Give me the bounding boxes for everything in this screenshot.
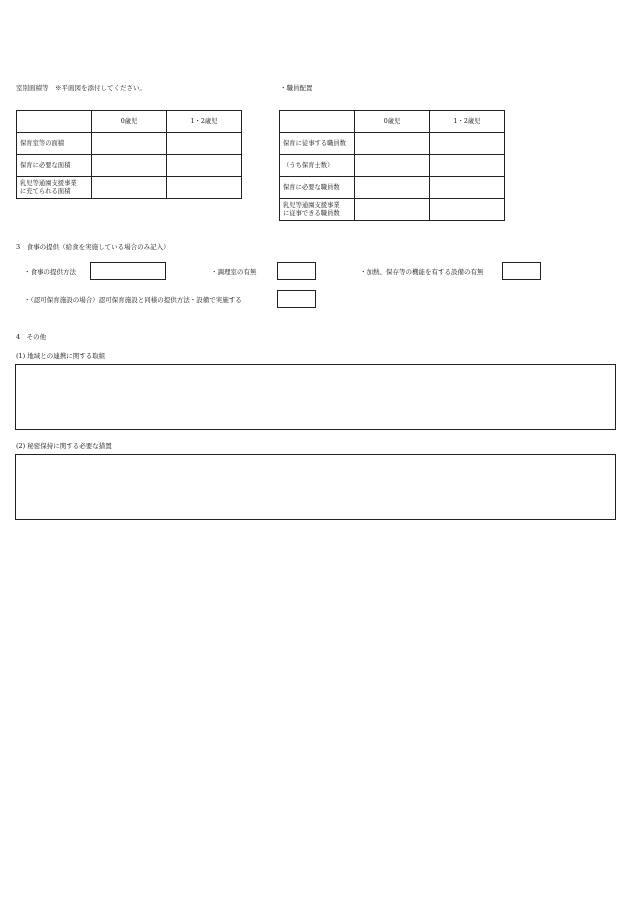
meal-method-input[interactable]	[90, 262, 166, 280]
area-table	[16, 110, 242, 199]
meal-heading: 3 食事の提供（給食を実施している場合のみ記入）	[16, 243, 170, 251]
staff-row-label: （うち保育士数）	[280, 155, 355, 177]
staff-input-cell[interactable]	[355, 133, 430, 155]
area-input-cell[interactable]	[167, 177, 242, 199]
staff-input-cell[interactable]	[430, 199, 505, 221]
staff-input-cell[interactable]	[430, 177, 505, 199]
area-input-cell[interactable]	[92, 177, 167, 199]
community-textarea[interactable]	[15, 364, 616, 430]
area-input-cell[interactable]	[92, 155, 167, 177]
area-header-age12: 1・2歳児	[167, 111, 242, 133]
staff-input-cell[interactable]	[355, 155, 430, 177]
staff-row-label: 乳児等通園支援事業 に従事できる職員数	[280, 199, 355, 221]
staff-header-age12: 1・2歳児	[430, 111, 505, 133]
staff-input-cell[interactable]	[355, 199, 430, 221]
area-header-blank	[17, 111, 92, 133]
staff-input-cell[interactable]	[430, 133, 505, 155]
area-row-label: 保育室等の面積	[17, 133, 92, 155]
area-input-cell[interactable]	[167, 133, 242, 155]
community-label: (1) 地域との連携に関する取組	[16, 352, 106, 360]
area-row-label: 乳児等通園支援事業 に充てられる面積	[17, 177, 92, 199]
staff-header-blank	[280, 111, 355, 133]
kitchen-input[interactable]	[277, 262, 316, 280]
heating-equipment-input[interactable]	[502, 262, 541, 280]
staff-table	[279, 110, 505, 221]
area-input-cell[interactable]	[92, 133, 167, 155]
confidentiality-label: (2) 秘密保持に関する必要な措置	[16, 442, 112, 450]
licensed-facility-input[interactable]	[277, 290, 316, 308]
staff-row-label: 保育に従事する職員数	[280, 133, 355, 155]
confidentiality-textarea[interactable]	[15, 454, 616, 520]
staff-row-label: 保育に必要な職員数	[280, 177, 355, 199]
staff-input-cell[interactable]	[430, 155, 505, 177]
area-row-label: 保育に必要な面積	[17, 155, 92, 177]
licensed-facility-label: ・（認可保育施設の場合）認可保育施設と同様の提供方法・設備で実施する	[24, 296, 242, 304]
area-header-age0: 0歳児	[92, 111, 167, 133]
staff-input-cell[interactable]	[355, 177, 430, 199]
heating-equipment-label: ・加熱、保存等の機能を有する設備の有無	[360, 268, 484, 276]
area-input-cell[interactable]	[167, 155, 242, 177]
other-heading: 4 その他	[16, 333, 47, 341]
kitchen-label: ・調理室の有無	[211, 268, 257, 276]
meal-method-label: ・食事の提供方法	[24, 268, 76, 276]
staff-header-age0: 0歳児	[355, 111, 430, 133]
staff-section-title: ・職員配置	[280, 84, 313, 92]
area-section-title: 室別面積等 ※平面図を添付してください。	[16, 84, 146, 92]
